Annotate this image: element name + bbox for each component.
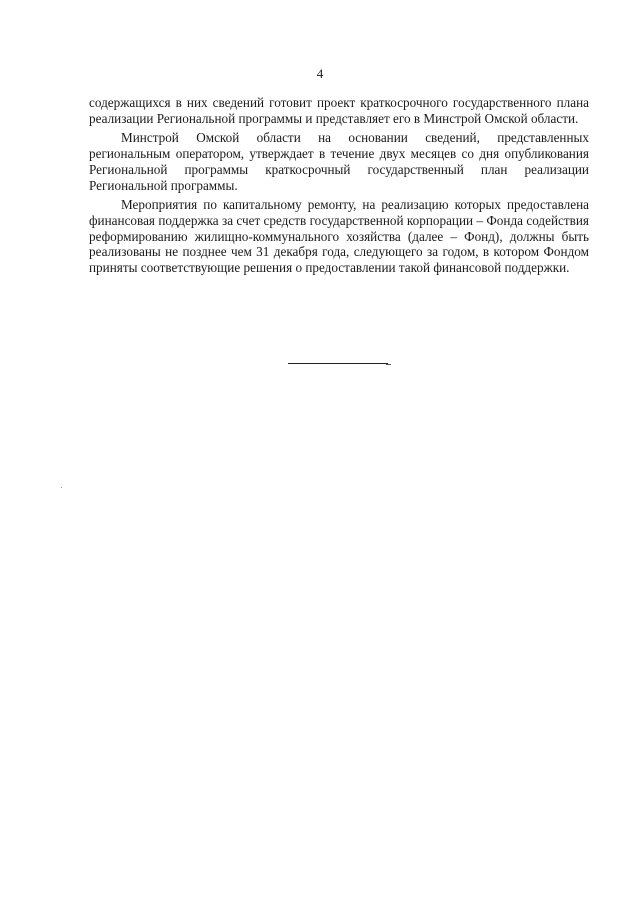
paragraph-continuation: содержащихся в них сведений готовит проект краткосрочного государственного плана реализации Региональной программы и представляет его в Минстрой Омской области. <box>89 95 589 126</box>
page-number: 4 <box>316 66 324 81</box>
end-of-text-rule <box>288 363 388 364</box>
scan-speck <box>61 487 62 488</box>
paragraph-fund-deadline: Мероприятия по капитальному ремонту, на реализацию которых предоставлена финансовая поддержка за счет средств государственной корпорации – Фонда содействия реформированию жилищно-коммунального хозяйства (далее – Фонд), должны быть реализованы не позднее чем 31 декабря года, следующего за годом, в котором Фондом приняты соответствующие решения о предоставлении такой финансовой поддержки. <box>89 197 589 276</box>
paragraph-plan-approval: Минстрой Омской области на основании сведений, представленных региональным оператором, утверждает в течение двух месяцев со дня опубликования Региональной программы краткосрочный государственный план реализации Региональной программы. <box>89 130 589 193</box>
document-body <box>89 95 589 280</box>
